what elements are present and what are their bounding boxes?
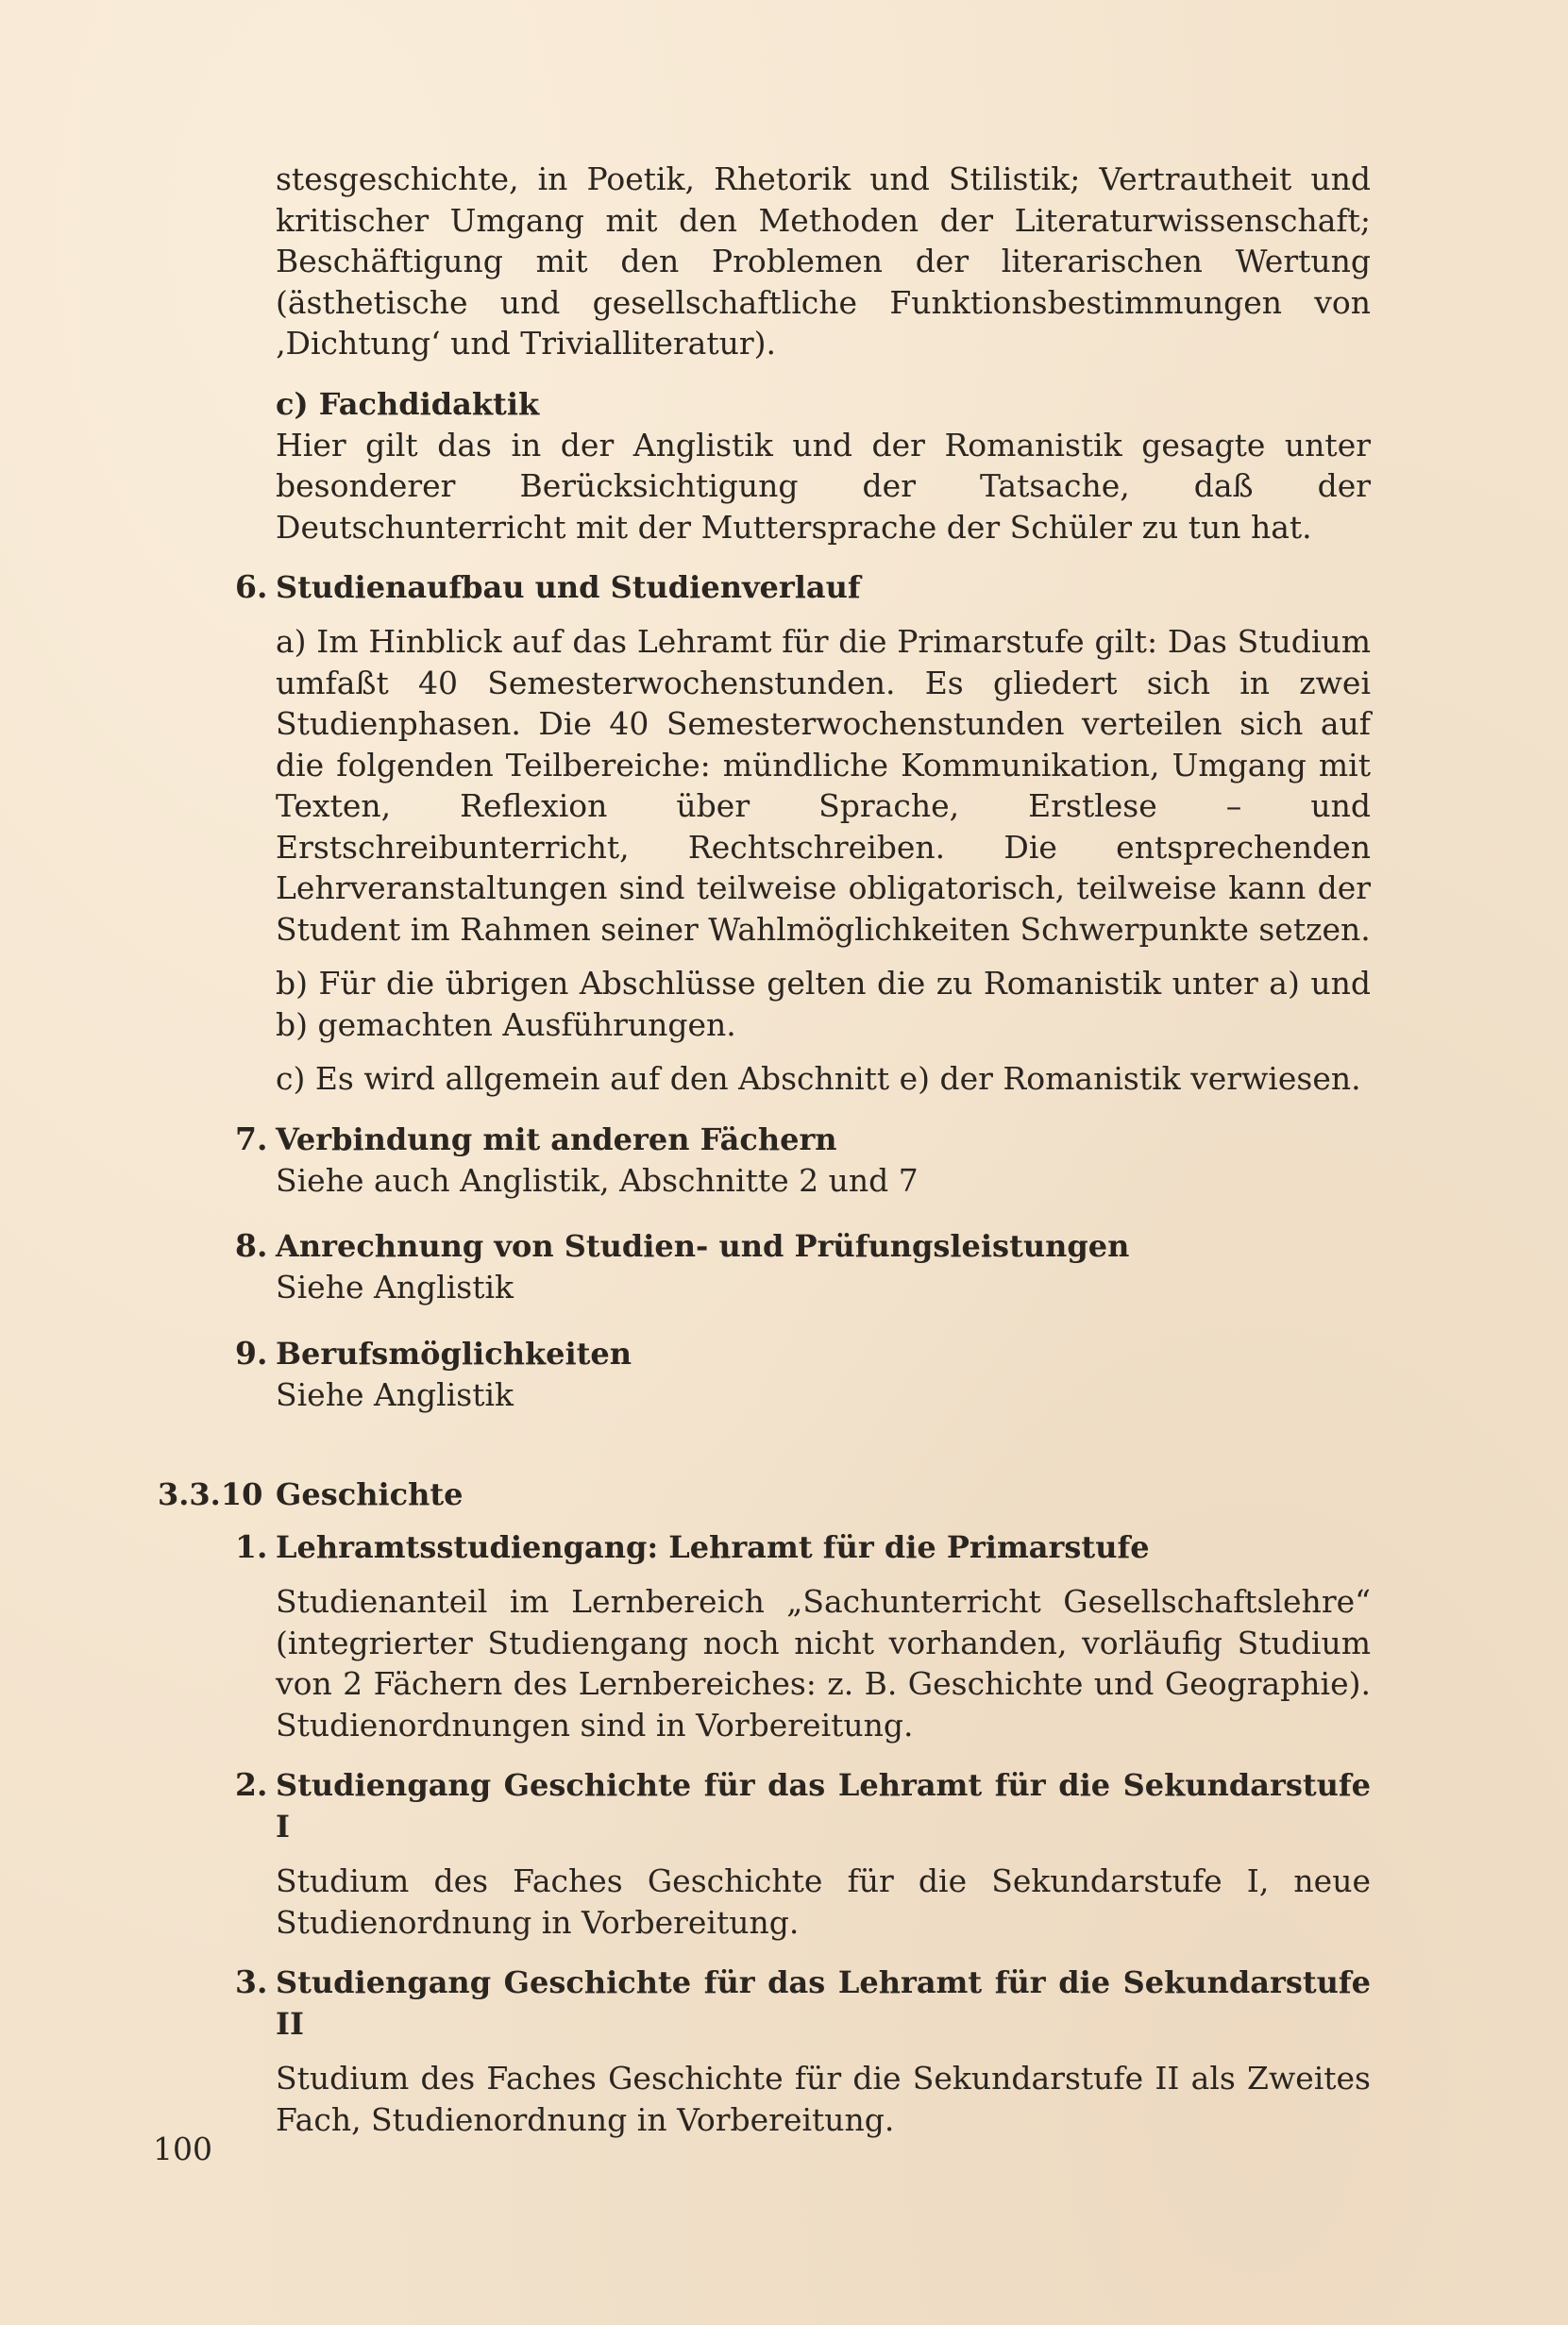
section-item-3 — [235, 1962, 1371, 2140]
item-7-heading: Verbindung mit anderen Fächern — [276, 1120, 837, 1157]
page-number: 100 — [153, 2131, 212, 2167]
section-item-1-text: Studienanteil im Lernbereich „Sachunterricht Gesellschaftslehre“ (integrierter Studiengang noch nicht vorhanden, vorläufig Studium von 2 Fächern des Lernbereiches: z. B. Geschichte und Geographie). Studienordnungen sind in Vorbereitung. — [276, 1583, 1371, 1744]
section-item-2-number: 2. — [235, 1766, 268, 1803]
fachdidaktik-heading: c) Fachdidaktik — [276, 385, 540, 422]
section-item-3-number: 3. — [235, 1963, 268, 2000]
item-6-paragraph-b: b) Für die übrigen Abschlüsse gelten die zu Romanistik unter a) und b) gemachten Ausführungen. — [276, 965, 1371, 1043]
item-6-paragraph-a: a) Im Hinblick auf das Lehramt für die Primarstufe gilt: Das Studium umfaßt 40 Semesterwochenstunden. Es gliedert sich in zwei Studienphasen. Die 40 Semesterwochenstunden verteilen sich auf die folgenden Teilbereiche: mündliche Kommunikation, Umgang mit Texten, Reflexion über Sprache, Erstlese – und Erstschreibunterricht, Rechtschreiben. Die entsprechenden Lehrveranstaltungen sind teilweise obligatorisch, teilweise kann der Student im Rahmen seiner Wahlmöglichkeiten Schwerpunkte setzen. — [276, 623, 1371, 948]
item-9 — [235, 1333, 1371, 1416]
section-item-1 — [235, 1526, 1371, 1745]
item-8-number: 8. — [235, 1227, 268, 1264]
fachdidaktik-text: Hier gilt das in der Anglistik und der Romanistik gesagte unter besonderer Berücksichtigung der Tatsache, daß der Deutschunterricht mit der Muttersprache der Schüler zu tun hat. — [276, 426, 1371, 546]
section-heading — [158, 1474, 1371, 1515]
item-8-heading: Anrechnung von Studien- und Prüfungsleistungen — [276, 1228, 1130, 1264]
item-8-text: Siehe Anglistik — [276, 1269, 514, 1306]
section-item-2 — [235, 1764, 1371, 1943]
intro-paragraph: stesgeschichte, in Poetik, Rhetorik und Stilistik; Vertrautheit und kritischer Umgang mit den Methoden der Literaturwissenschaft; Beschäftigung mit den Problemen der literarischen Wertung (ästhetische und gesellschaftliche Funktionsbestimmungen von ‚Dichtung‘ und Trivialliteratur). — [276, 160, 1371, 362]
item-9-heading: Berufsmöglichkeiten — [276, 1335, 632, 1372]
item-8 — [235, 1225, 1371, 1308]
section-item-2-text: Studium des Faches Geschichte für die Sekundarstufe I, neue Studienordnung in Vorbereitung. — [276, 1862, 1371, 1941]
item-6-number: 6. — [235, 568, 268, 605]
fachdidaktik-block — [276, 383, 1371, 548]
section-item-1-number: 1. — [235, 1528, 268, 1565]
item-7 — [235, 1119, 1371, 1202]
section-item-2-heading: Studiengang Geschichte für das Lehramt für die Sekundarstufe I — [276, 1767, 1371, 1845]
item-6-paragraph-c: c) Es wird allgemein auf den Abschnitt e) der Romanistik verwiesen. — [276, 1060, 1361, 1097]
item-9-number: 9. — [235, 1334, 268, 1372]
section-item-3-heading: Studiengang Geschichte für das Lehramt für die Sekundarstufe II — [276, 1964, 1371, 2042]
item-6-heading: Studienaufbau und Studienverlauf — [276, 569, 861, 605]
section-item-1-heading: Lehramtsstudiengang: Lehramt für die Primarstufe — [276, 1529, 1150, 1565]
item-7-text: Siehe auch Anglistik, Abschnitte 2 und 7 — [276, 1161, 919, 1199]
section-title: Geschichte — [276, 1476, 464, 1512]
item-9-text: Siehe Anglistik — [276, 1375, 514, 1413]
section-item-3-text: Studium des Faches Geschichte für die Sekundarstufe II als Zweites Fach, Studienordnung in Vorbereitung. — [276, 2060, 1371, 2138]
section-number: 3.3.10 — [158, 1476, 263, 1512]
text-column — [158, 159, 1371, 2140]
item-7-number: 7. — [235, 1120, 268, 1157]
item-6 — [235, 566, 1371, 1100]
